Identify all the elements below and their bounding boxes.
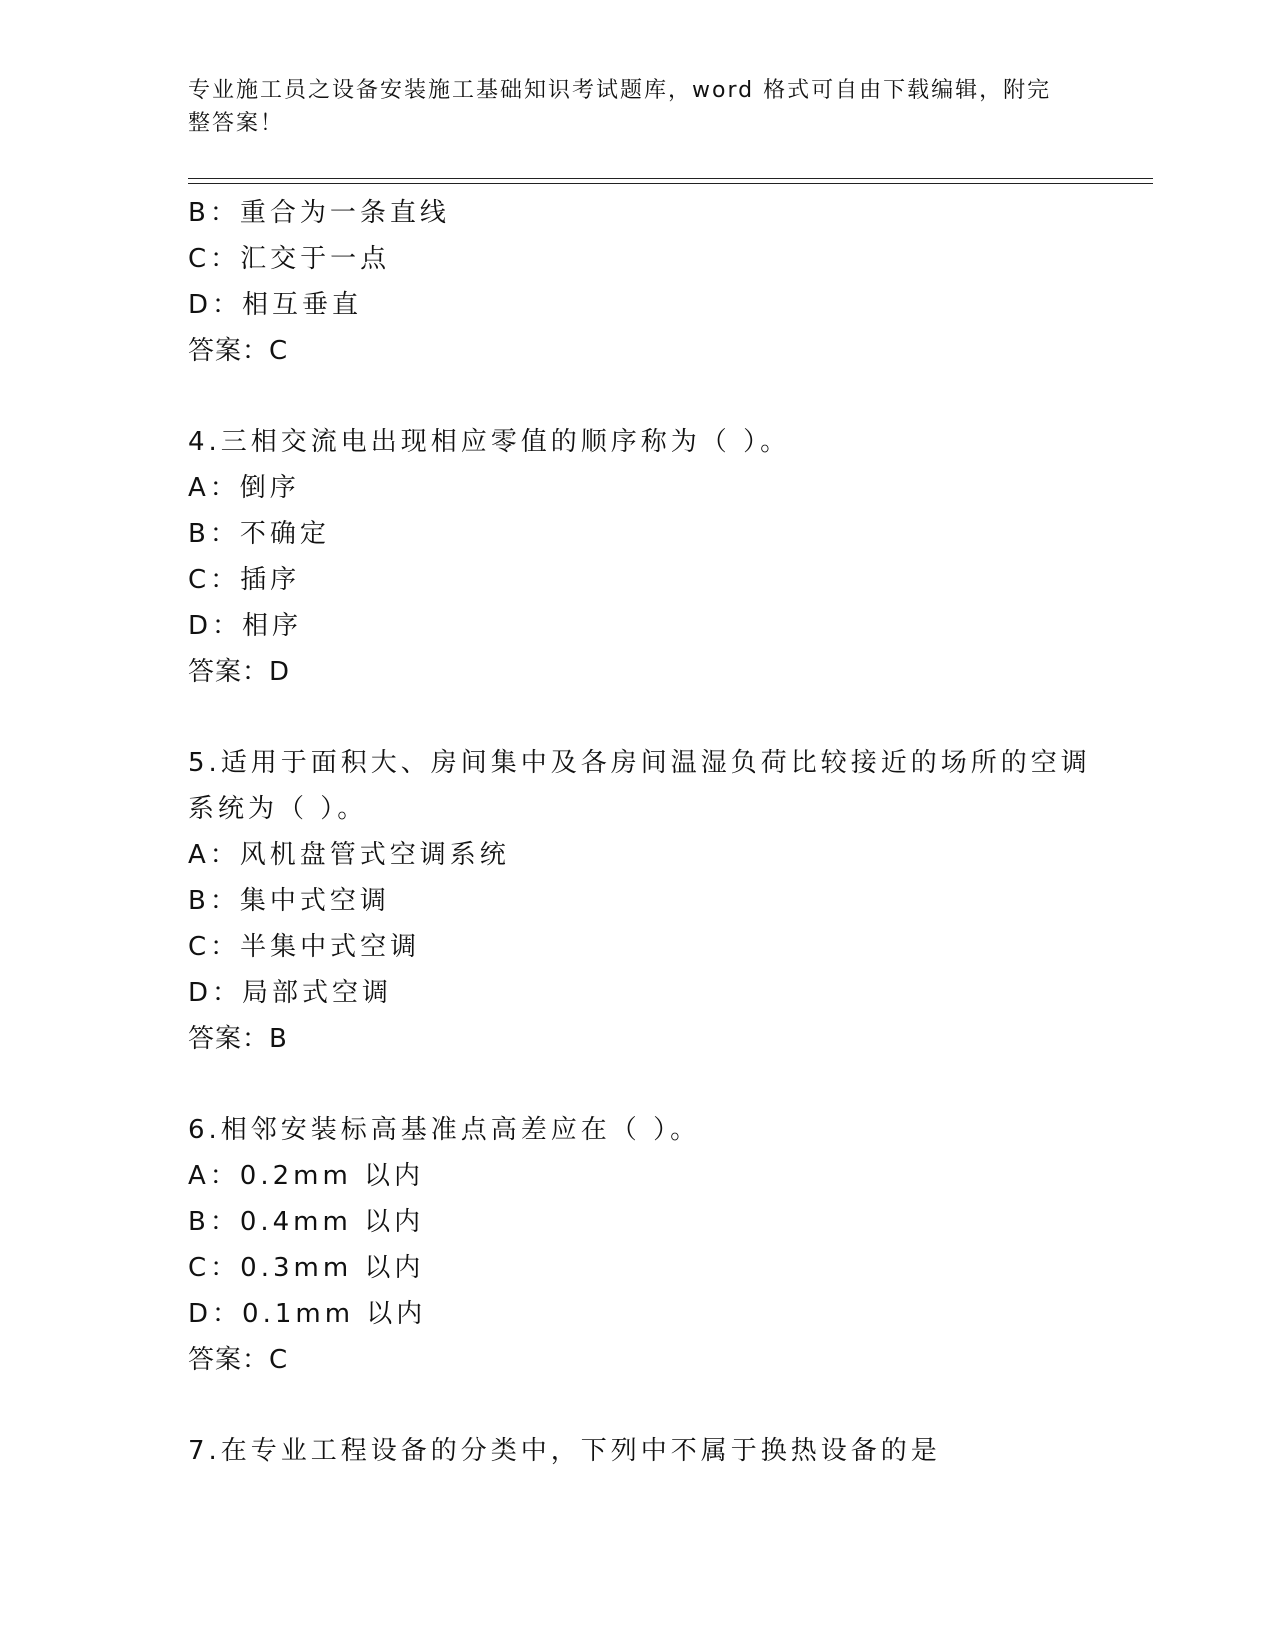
header-divider-bottom xyxy=(188,183,1153,184)
document-header xyxy=(188,74,1088,140)
option-a: A：倒序 xyxy=(188,473,300,503)
option-b: B：重合为一条直线 xyxy=(188,198,450,228)
question-4 xyxy=(188,419,1148,695)
option-a: A：0.2mm 以内 xyxy=(188,1161,425,1191)
question-stem: 6.相邻安装标高基准点高差应在（ ）。 xyxy=(188,1115,701,1145)
header-title-line-1: 专业施工员之设备安装施工基础知识考试题库，word 格式可自由下载编辑，附完 xyxy=(188,78,1052,103)
option-d: D：相互垂直 xyxy=(188,290,363,320)
question-spacer xyxy=(188,695,1148,740)
option-c: C：插序 xyxy=(188,565,301,595)
question-spacer xyxy=(188,374,1148,419)
question-7 xyxy=(188,1428,1148,1474)
option-b: B：不确定 xyxy=(188,519,330,549)
option-c: C：0.3mm 以内 xyxy=(188,1253,425,1283)
option-c: C：半集中式空调 xyxy=(188,932,421,962)
option-d: D：相序 xyxy=(188,611,303,641)
question-stem-line-2: 系统为（ ）。 xyxy=(188,794,368,824)
answer-line: 答案：B xyxy=(188,1024,288,1054)
question-3-tail xyxy=(188,190,1148,374)
question-spacer xyxy=(188,1062,1148,1107)
option-d: D：局部式空调 xyxy=(188,978,393,1008)
header-title-line-2: 整答案！ xyxy=(188,111,285,136)
option-d: D：0.1mm 以内 xyxy=(188,1299,427,1329)
question-stem-line-1: 5.适用于面积大、房间集中及各房间温湿负荷比较接近的场所的空调 xyxy=(188,748,1091,778)
answer-line: 答案：D xyxy=(188,657,291,687)
answer-line: 答案：C xyxy=(188,1345,289,1375)
question-6 xyxy=(188,1107,1148,1383)
option-c: C：汇交于一点 xyxy=(188,244,391,274)
header-divider-top xyxy=(188,178,1153,179)
option-b: B：集中式空调 xyxy=(188,886,390,916)
option-a: A：风机盘管式空调系统 xyxy=(188,840,510,870)
question-stem: 4.三相交流电出现相应零值的顺序称为（ ）。 xyxy=(188,427,791,457)
question-5 xyxy=(188,740,1148,1062)
answer-line: 答案：C xyxy=(188,336,289,366)
question-list xyxy=(188,190,1148,1474)
question-spacer xyxy=(188,1383,1148,1428)
option-b: B：0.4mm 以内 xyxy=(188,1207,425,1237)
question-stem: 7.在专业工程设备的分类中，下列中不属于换热设备的是 xyxy=(188,1436,941,1466)
